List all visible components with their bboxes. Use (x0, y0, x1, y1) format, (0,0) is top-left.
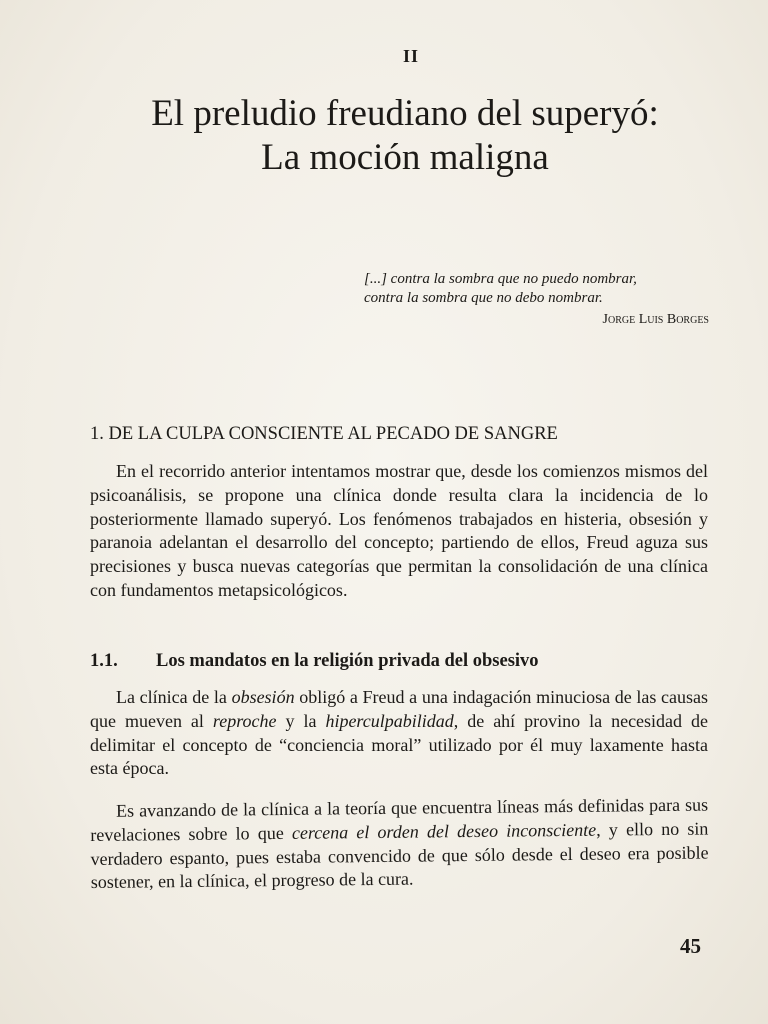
text-run: Es avanzando de la clínica a la teoría que encuentra líneas más definidas para sus revelaciones sobre lo que (90, 794, 709, 845)
text-run: y la (276, 710, 326, 731)
text-run: , y ello no sin verdadero espanto, pues estaba convencido de que sólo desde el deseo era posible sostener, en la clínica, el progreso de la cura. (90, 818, 709, 893)
text-run: La clínica de la (116, 687, 232, 707)
page-number: 45 (680, 934, 701, 958)
emphasis: reproche (212, 710, 277, 731)
subsection-title: Los mandatos en la religión privada del obsesivo (156, 651, 539, 671)
chapter-number: II (402, 46, 419, 66)
body-paragraph (90, 686, 708, 781)
paragraph-text: En el recorrido anterior intentamos mostrar que, desde los comienzos mismos del psicoanálisis, se propone una clínica donde resulta clara la incidencia de lo posteriormente llamado superyó. Los fenómenos trabajados en histeria, obsesión y paranoia adelantan el desarrollo del concepto; partiendo de ellos, Freud aguza sus precisiones y busca nuevas categorías que permitan la consolidación de una clínica con fundamentos metapsicológicos. (90, 461, 708, 600)
emphasis: obsesión (231, 687, 295, 707)
epigraph-line: contra la sombra que no debo nombrar. (364, 290, 603, 306)
emphasis: hiperculpabilidad (325, 710, 454, 731)
subsection-number: 1.1. (90, 651, 118, 671)
chapter-title-line2: La moción maligna (261, 137, 549, 178)
body-paragraph (90, 460, 708, 603)
subsection-heading (90, 651, 710, 672)
chapter-title (60, 92, 750, 180)
epigraph-author: Jorge Luis Borges (602, 312, 709, 327)
text-run: obligó a Freud a una indagación minuciosa de las causas que mueven al (90, 687, 708, 731)
text-run: , de ahí provino la necesidad de delimitar el concepto de “conciencia moral” utilizado por él muy laxamente hasta esta época. (90, 710, 708, 779)
epigraph-line: [...] contra la sombra que no puedo nombrar, (364, 271, 637, 287)
emphasis: cercena el orden del deseo inconsciente (291, 819, 597, 843)
body-paragraph (90, 794, 709, 896)
section-heading: 1. DE LA CULPA CONSCIENTE AL PECADO DE SANGRE (90, 424, 558, 444)
chapter-title-line1: El preludio freudiano del superyó: (151, 93, 659, 134)
epigraph (364, 270, 709, 329)
